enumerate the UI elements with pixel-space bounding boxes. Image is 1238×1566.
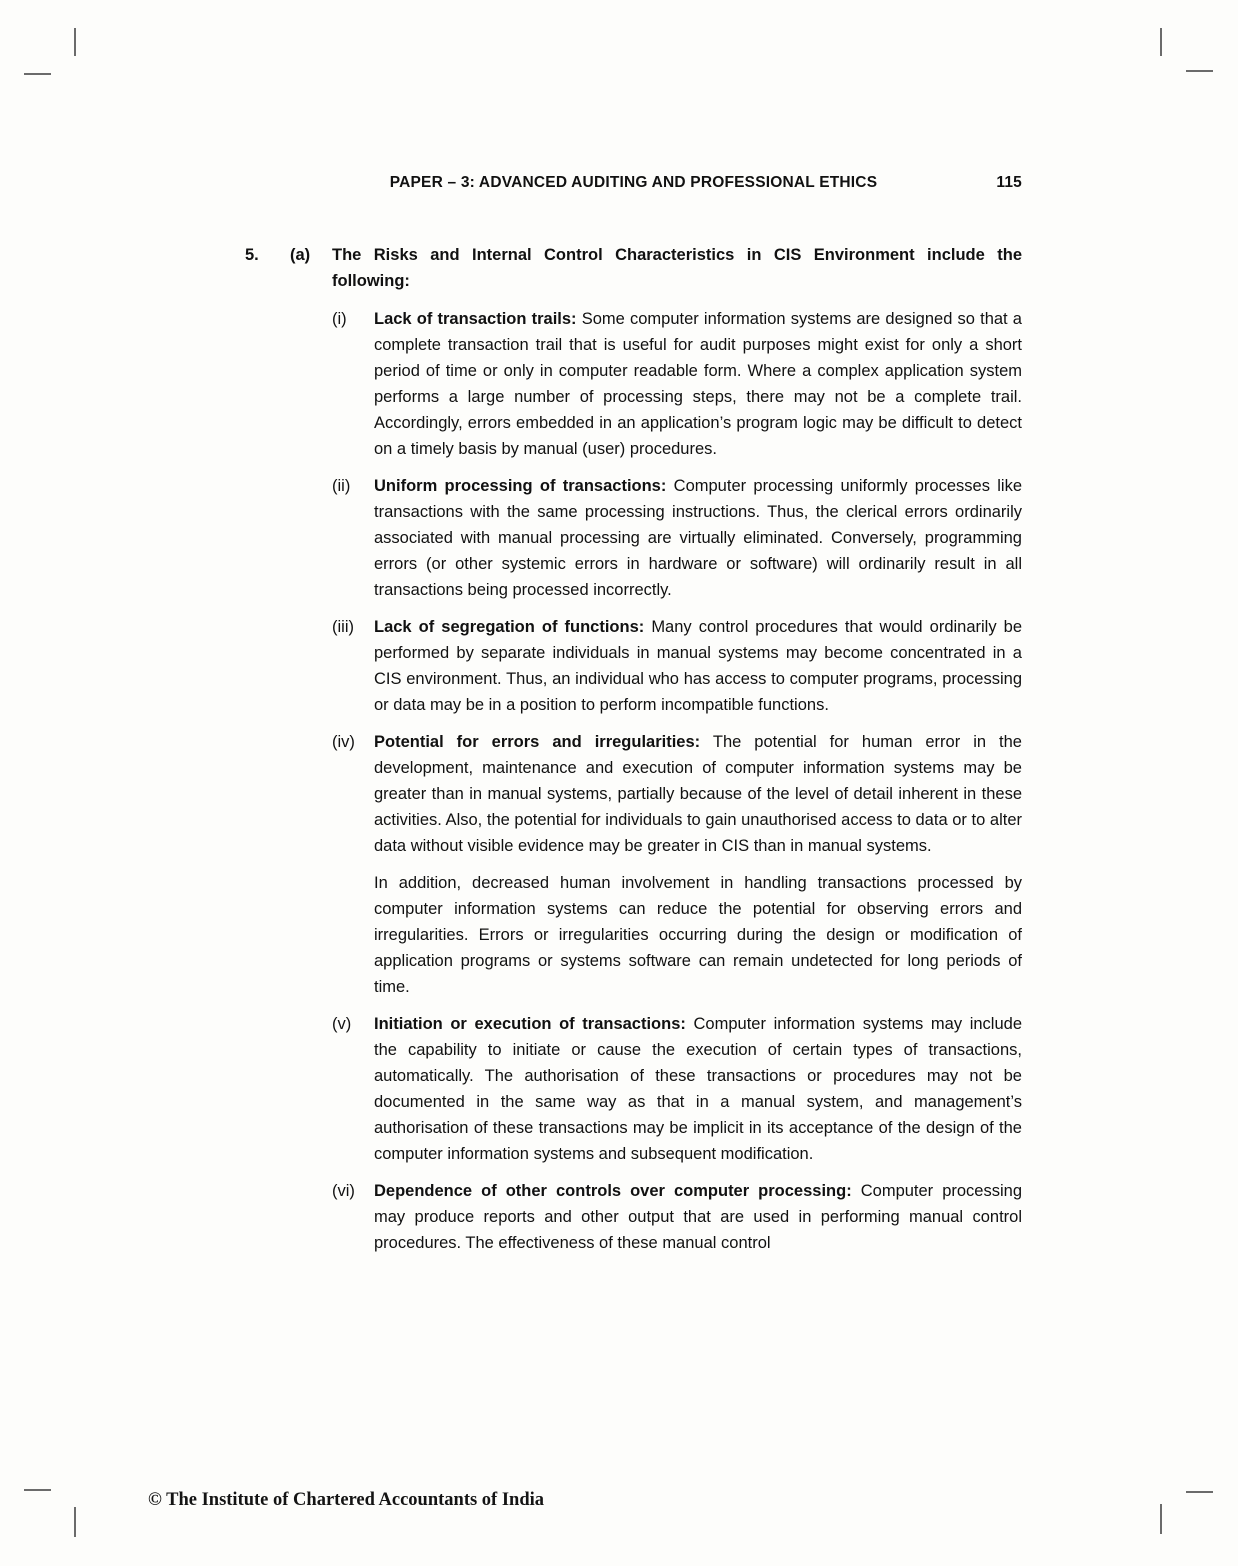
crop-mark-bottom-right-vertical xyxy=(1160,1504,1162,1534)
list-item-marker: (v) xyxy=(332,1015,352,1033)
question-lead: The Risks and Internal Control Characteristics in CIS Environment include the following: xyxy=(332,246,1022,290)
list-item-body: Many control procedures that would ordinarily be performed by separate individuals in manual systems may become concentrated in a CIS environment. Thus, an individual who has access to computer programs, processing or data may be in a position to perform incompatible functions. xyxy=(374,618,1022,714)
list-item-iii xyxy=(332,614,1022,718)
crop-mark-top-left-vertical xyxy=(74,28,76,56)
page-content xyxy=(245,242,1022,1267)
list-item-body: Some computer information systems are designed so that a complete transaction trail that is useful for audit purposes might exist for only a short period of time or only in computer readable form. Where a complex application system performs a large number of processing steps, there may not be a complete trail. Accordingly, errors embedded in an application’s program logic may be difficult to detect on a timely basis by manual (user) procedures. xyxy=(374,310,1022,458)
page-header xyxy=(245,174,1022,196)
list-item-heading: Lack of transaction trails: xyxy=(374,310,577,328)
list-item-heading: Potential for errors and irregularities: xyxy=(374,733,701,751)
list-item-extra-paragraph: In addition, decreased human involvement in handling transactions processed by computer information systems can reduce the potential for observing errors and irregularities. Errors or irregularities occurring during the design or modification of application programs or systems software can remain undetected for long periods of time. xyxy=(374,874,1022,996)
crop-mark-top-left-horizontal xyxy=(24,73,51,75)
list-item-marker: (ii) xyxy=(332,477,351,495)
list-item-text xyxy=(374,1011,1022,1167)
list-item-heading: Dependence of other controls over computer processing: xyxy=(374,1182,852,1200)
list-item-iv xyxy=(332,729,1022,1000)
question-part-label: (a) xyxy=(290,246,311,264)
list-item-text xyxy=(374,1178,1022,1256)
list-item-body: Computer processing uniformly processes like transactions with the same processing instructions. Thus, the clerical errors ordinarily associated with manual processing are virtually eliminated. Conversely, programming errors (or other systemic errors in hardware or software) will ordinarily result in all transactions being processed incorrectly. xyxy=(374,477,1022,599)
question-number: 5. xyxy=(245,246,259,264)
list-item-marker: (i) xyxy=(332,310,347,328)
list-item-heading: Initiation or execution of transactions: xyxy=(374,1015,686,1033)
list-item-text xyxy=(374,306,1022,462)
crop-mark-bottom-left-vertical xyxy=(74,1507,76,1537)
list-item-marker: (iv) xyxy=(332,733,355,751)
list-item-v xyxy=(332,1011,1022,1167)
crop-mark-top-right-vertical xyxy=(1160,28,1162,56)
list-item-text xyxy=(374,614,1022,718)
question-row xyxy=(245,242,1022,294)
list-item-body: Computer processing may produce reports and other output that are used in performing manual control procedures. The effectiveness of these manual control xyxy=(374,1182,1022,1252)
list-item-vi xyxy=(332,1178,1022,1256)
copyright-footer: © The Institute of Chartered Accountants of India xyxy=(148,1490,545,1510)
list-item-text xyxy=(374,473,1022,603)
list-item-marker: (iii) xyxy=(332,618,354,636)
list-item-heading: Lack of segregation of functions: xyxy=(374,618,645,636)
page-header-title: PAPER – 3: ADVANCED AUDITING AND PROFESSIONAL ETHICS xyxy=(389,174,878,191)
crop-mark-bottom-left-horizontal xyxy=(24,1489,51,1491)
list-item-heading: Uniform processing of transactions: xyxy=(374,477,667,495)
crop-mark-bottom-right-horizontal xyxy=(1186,1491,1213,1493)
crop-mark-top-right-horizontal xyxy=(1186,70,1213,72)
list-item-i xyxy=(332,306,1022,462)
list-item-marker: (vi) xyxy=(332,1182,355,1200)
list-item-body: The potential for human error in the development, maintenance and execution of computer information systems may be greater than in manual systems, partially because of the level of detail inherent in these activities. Also, the potential for individuals to gain unauthorised access to data or to alter data without visible evidence may be greater in CIS than in manual systems. xyxy=(374,733,1022,855)
page-number: 115 xyxy=(996,174,1022,191)
list-item-text xyxy=(374,729,1022,1000)
list-item-body: Computer information systems may include the capability to initiate or cause the execution of certain types of transactions, automatically. The authorisation of these transactions or procedures may not be documented in the same way as that in a manual system, and management’s authorisation of these transactions may be implicit in its acceptance of the design of the computer information systems and subsequent modification. xyxy=(374,1015,1022,1163)
list-item-ii xyxy=(332,473,1022,603)
